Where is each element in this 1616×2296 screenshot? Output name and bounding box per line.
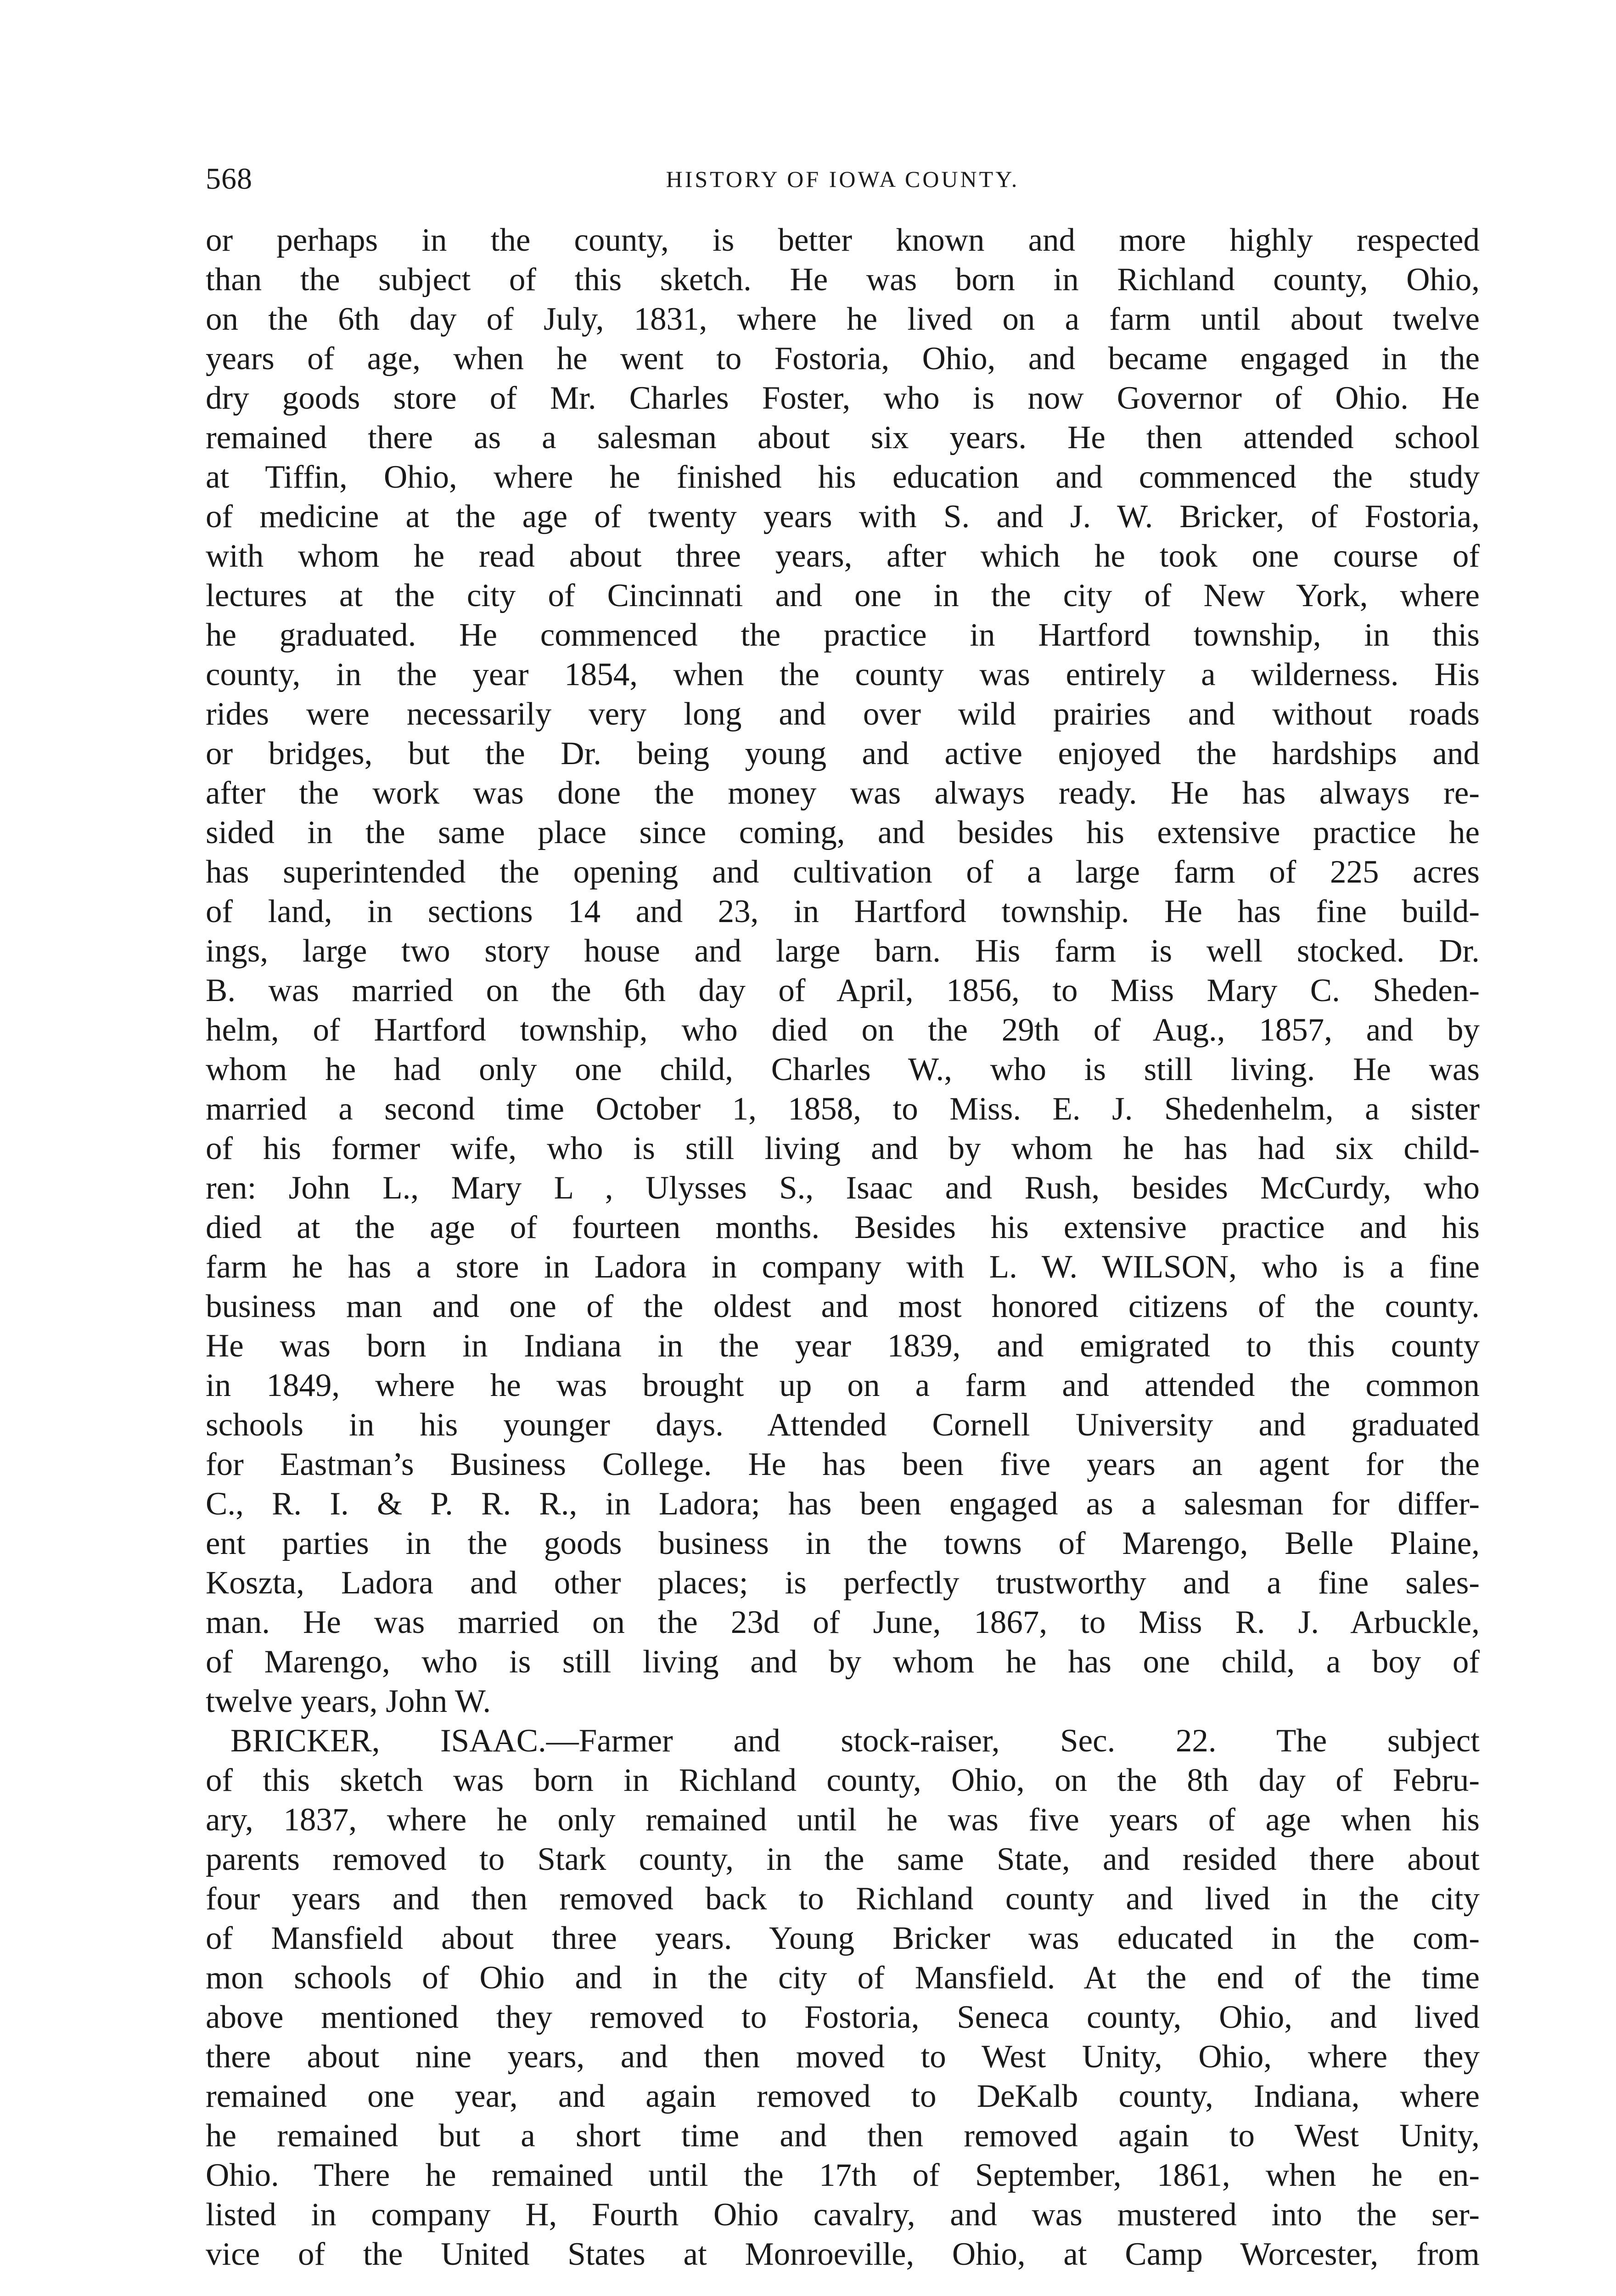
text-line: of his former wife, who is still living and by whom he has had six child- <box>206 1131 1480 1166</box>
text-line: ings, large two story house and large barn. His farm is well stocked. Dr. <box>206 933 1480 969</box>
text-line: there about nine years, and then moved to West Unity, Ohio, where they <box>206 2039 1480 2075</box>
text-line: he graduated. He commenced the practice in Hartford township, in this <box>206 617 1480 653</box>
text-line: of this sketch was born in Richland county, Ohio, on the 8th day of Febru- <box>206 1762 1480 1798</box>
page-header <box>206 158 1480 200</box>
text-line: whom he had only one child, Charles W., who is still living. He was <box>206 1052 1480 1087</box>
text-line: of land, in sections 14 and 23, in Hartford township. He has fine build- <box>206 894 1480 929</box>
text-line: B. was married on the 6th day of April, 1856, to Miss Mary C. Sheden- <box>206 973 1480 1008</box>
text-line: in 1849, where he was brought up on a farm and attended the common <box>206 1367 1480 1403</box>
text-line: Ohio. There he remained until the 17th of September, 1861, when he en- <box>206 2157 1480 2193</box>
text-line: married a second time October 1, 1858, to Miss. E. J. Shedenhelm, a sister <box>206 1091 1480 1127</box>
text-line: after the work was done the money was always ready. He has always re- <box>206 775 1480 811</box>
text-line: than the subject of this sketch. He was born in Richland county, Ohio, <box>206 262 1480 298</box>
text-line: parents removed to Stark county, in the same State, and resided there about <box>206 1841 1480 1877</box>
text-line: or perhaps in the county, is better known and more highly respected <box>206 222 1480 258</box>
text-line: above mentioned they removed to Fostoria, Seneca county, Ohio, and lived <box>206 1999 1480 2035</box>
text-line: listed in company H, Fourth Ohio cavalry, and was mustered into the ser- <box>206 2197 1480 2233</box>
text-line: C., R. I. & P. R. R., in Ladora; has been engaged as a salesman for differ- <box>206 1486 1480 1522</box>
page-number: 568 <box>206 162 252 196</box>
text-line: or bridges, but the Dr. being young and active enjoyed the hardships and <box>206 736 1480 771</box>
text-line: has superintended the opening and cultivation of a large farm of 225 acres <box>206 854 1480 890</box>
text-line: four years and then removed back to Richland county and lived in the city <box>206 1881 1480 1917</box>
text-line: on the 6th day of July, 1831, where he lived on a farm until about twelve <box>206 301 1480 337</box>
text-line: of medicine at the age of twenty years with S. and J. W. Bricker, of Fostoria, <box>206 499 1480 535</box>
text-line: mon schools of Ohio and in the city of Mansfield. At the end of the time <box>206 1960 1480 1996</box>
text-line: helm, of Hartford township, who died on the 29th of Aug., 1857, and by <box>206 1012 1480 1048</box>
text-line: ren: John L., Mary L , Ulysses S., Isaac and Rush, besides McCurdy, who <box>206 1170 1480 1206</box>
text-line: Koszta, Ladora and other places; is perfectly trustworthy and a fine sales- <box>206 1565 1480 1601</box>
text-line: for Eastman’s Business College. He has been five years an agent for the <box>206 1446 1480 1482</box>
text-line: vice of the United States at Monroeville, Ohio, at Camp Worcester, from <box>206 2236 1480 2272</box>
text-line: of Marengo, who is still living and by whom he has one child, a boy of <box>206 1644 1480 1680</box>
text-line: lectures at the city of Cincinnati and one in the city of New York, where <box>206 578 1480 613</box>
text-line: remained one year, and again removed to DeKalb county, Indiana, where <box>206 2078 1480 2114</box>
body-text <box>206 220 1480 2274</box>
text-line: county, in the year 1854, when the county was entirely a wilderness. His <box>206 657 1480 692</box>
text-line: sided in the same place since coming, and besides his extensive practice he <box>206 815 1480 850</box>
text-line: man. He was married on the 23d of June, 1867, to Miss R. J. Arbuckle, <box>206 1604 1480 1640</box>
text-line: years of age, when he went to Fostoria, Ohio, and became engaged in the <box>206 341 1480 377</box>
bricker-entry-heading-line: BRICKER, ISAAC.—Farmer and stock-raiser, Sec. 22. The subject <box>230 1723 1480 1759</box>
text-line: with whom he read about three years, after which he took one course of <box>206 538 1480 574</box>
text-line: He was born in Indiana in the year 1839, and emigrated to this county <box>206 1328 1480 1364</box>
running-head: HISTORY OF IOWA COUNTY. <box>666 166 1020 192</box>
text-line: remained there as a salesman about six years. He then attended school <box>206 420 1480 456</box>
text-line: business man and one of the oldest and most honored citizens of the county. <box>206 1289 1480 1324</box>
text-line: ary, 1837, where he only remained until he was five years of age when his <box>206 1802 1480 1838</box>
text-line: of Mansfield about three years. Young Bricker was educated in the com- <box>206 1920 1480 1956</box>
text-line: ent parties in the goods business in the towns of Marengo, Belle Plaine, <box>206 1525 1480 1561</box>
text-line: at Tiffin, Ohio, where he finished his education and commenced the study <box>206 459 1480 495</box>
text-line: died at the age of fourteen months. Besides his extensive practice and his <box>206 1210 1480 1245</box>
text-line: farm he has a store in Ladora in company with L. W. WILSON, who is a fine <box>206 1249 1480 1285</box>
text-line: rides were necessarily very long and over wild prairies and without roads <box>206 696 1480 732</box>
text-line: he remained but a short time and then removed again to West Unity, <box>206 2118 1480 2154</box>
text-line: twelve years, John W. <box>206 1683 491 1719</box>
text-line: schools in his younger days. Attended Cornell University and graduated <box>206 1407 1480 1443</box>
text-line: dry goods store of Mr. Charles Foster, who is now Governor of Ohio. He <box>206 380 1480 416</box>
